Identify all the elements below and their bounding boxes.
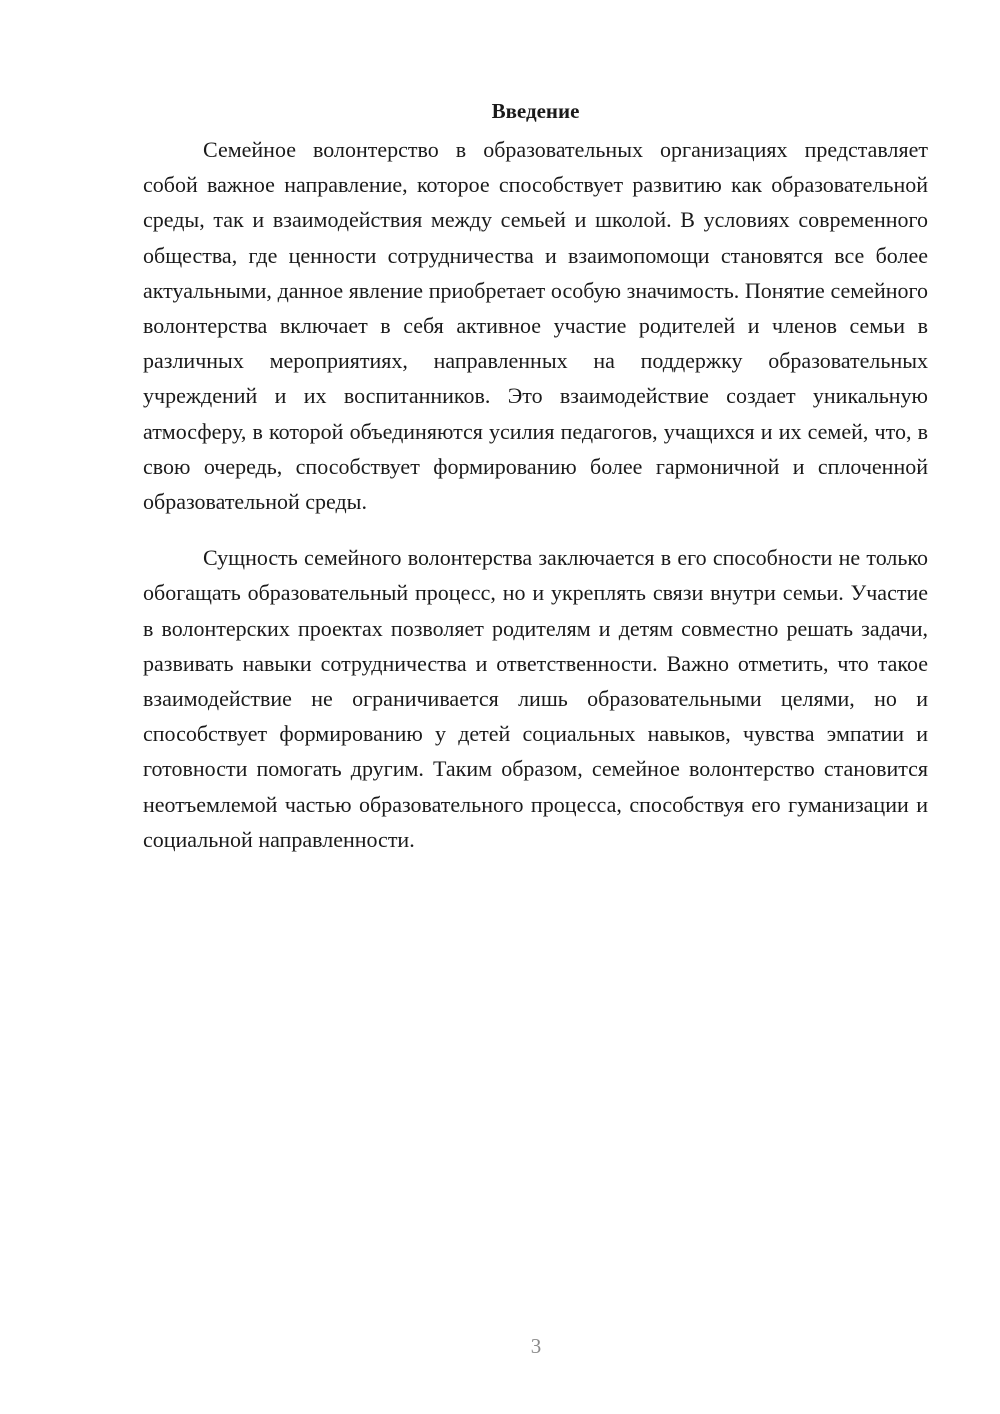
page-number: 3 (530, 1334, 542, 1358)
document-body (143, 96, 928, 857)
paragraph-1: Семейное волонтерство в образовательных организациях представляет собой важное направление, которое способствует развитию как образовательной среды, так и взаимодействия между семьей и школой. В условиях современного общества, где ценности сотрудничества и взаимопомощи становятся все более актуальными, данное явление приобретает особую значимость. Понятие семейного волонтерства включает в себя активное участие родителей и членов семьи в различных мероприятиях, направленных на поддержку образовательных учреждений и их воспитанников. Это взаимодействие создает уникальную атмосферу, в которой объединяются усилия педагогов, учащихся и их семей, что, в свою очередь, способствует формированию более гармоничной и сплоченной образовательной среды. (143, 137, 928, 515)
section-heading: Введение (491, 99, 580, 123)
paragraph-2: Сущность семейного волонтерства заключается в его способности не только обогащать образовательный процесс, но и укреплять связи внутри семьи. Участие в волонтерских проектах позволяет родителям и детям совместно решать задачи, развивать навыки сотрудничества и ответственности. Важно отметить, что такое взаимодействие не ограничивается лишь образовательными целями, но и способствует формированию у детей социальных навыков, чувства эмпатии и готовности помогать другим. Таким образом, семейное волонтерство становится неотъемлемой частью образовательного процесса, способствуя его гуманизации и социальной направленности. (143, 545, 928, 852)
